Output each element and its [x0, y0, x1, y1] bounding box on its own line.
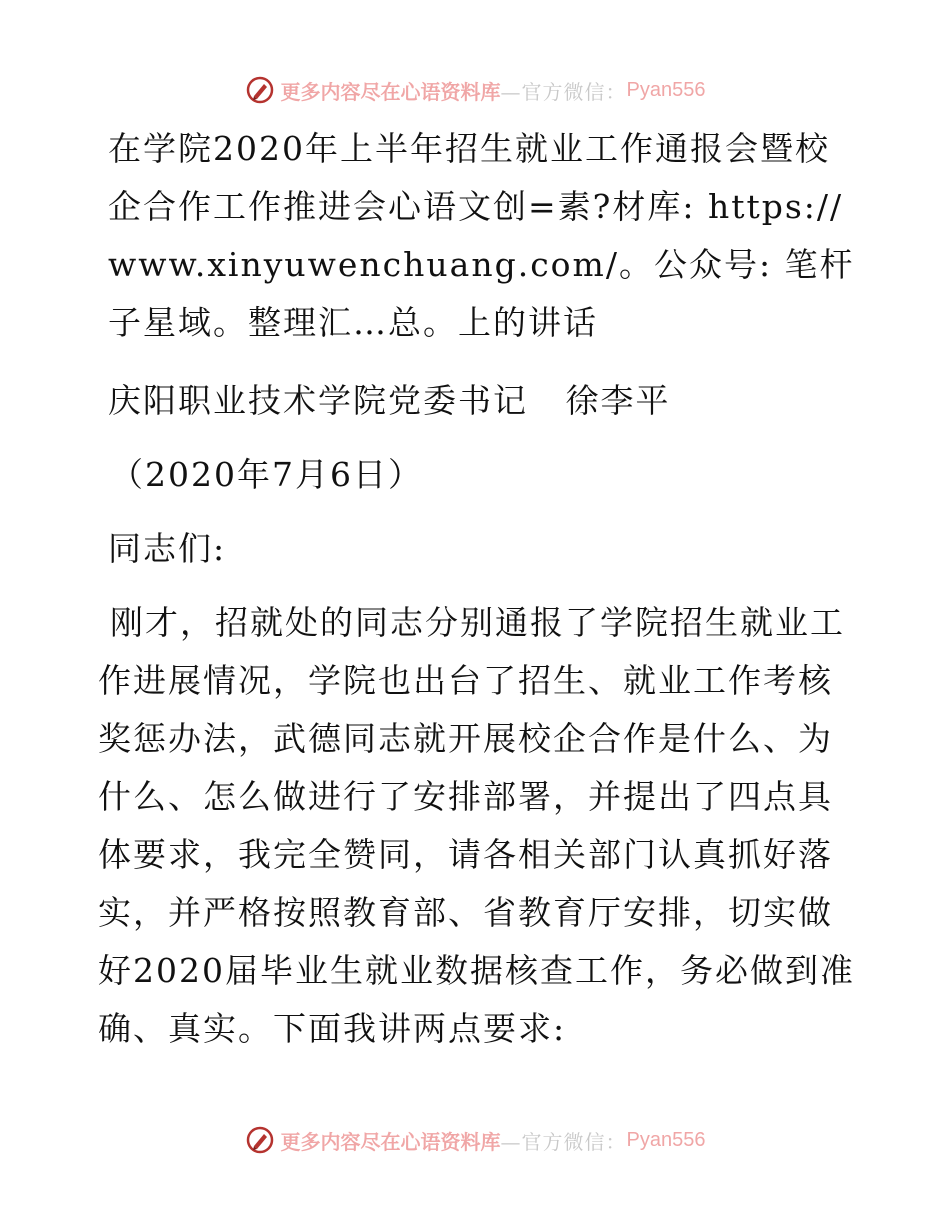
- document-title: 在学院2020年上半年招生就业工作通报会暨校企合作工作推进会心语文创=素?材库: https://www.xinyuwenchuang.com/。公众号: 笔杆子星域。整理汇…总。上的讲话: [108, 129, 855, 342]
- watermark-wechat-id: Pyan556: [626, 1128, 706, 1151]
- document-date: （2020年7月6日）: [110, 455, 423, 494]
- document-paragraph: 刚才，招就处的同志分别通报了学院招生就业工作进展情况，学院也出台了招生、就业工作考核奖惩办法，武德同志就开展校企合作是什么、为什么、怎么做进行了安排部署，并提出了四点具体要求，我完全赞同，请各相关部门认真抓好落实，并严格按照教育部、省教育厅安排，切实做好2020届毕业生就业数据核查工作，务必做到准确、真实。下面我讲两点要求:: [98, 603, 855, 1048]
- document-author: 庆阳职业技术学院党委书记 徐李平: [108, 381, 671, 420]
- document-greeting: 同志们:: [108, 529, 227, 568]
- watermark-main-text: 更多内容尽在心语资料库: [280, 1129, 501, 1154]
- watermark-header: [0, 70, 950, 110]
- watermark-footer: [0, 1120, 950, 1160]
- watermark-wechat-id: Pyan556: [626, 78, 706, 101]
- watermark-sub-text: —官方微信：: [500, 79, 627, 104]
- watermark-main-text: 更多内容尽在心语资料库: [280, 79, 501, 104]
- pen-circle-logo-icon: [245, 75, 275, 105]
- document-body: [98, 120, 858, 1058]
- watermark-sub-text: —官方微信：: [500, 1129, 627, 1154]
- pen-circle-logo-icon: [245, 1125, 275, 1155]
